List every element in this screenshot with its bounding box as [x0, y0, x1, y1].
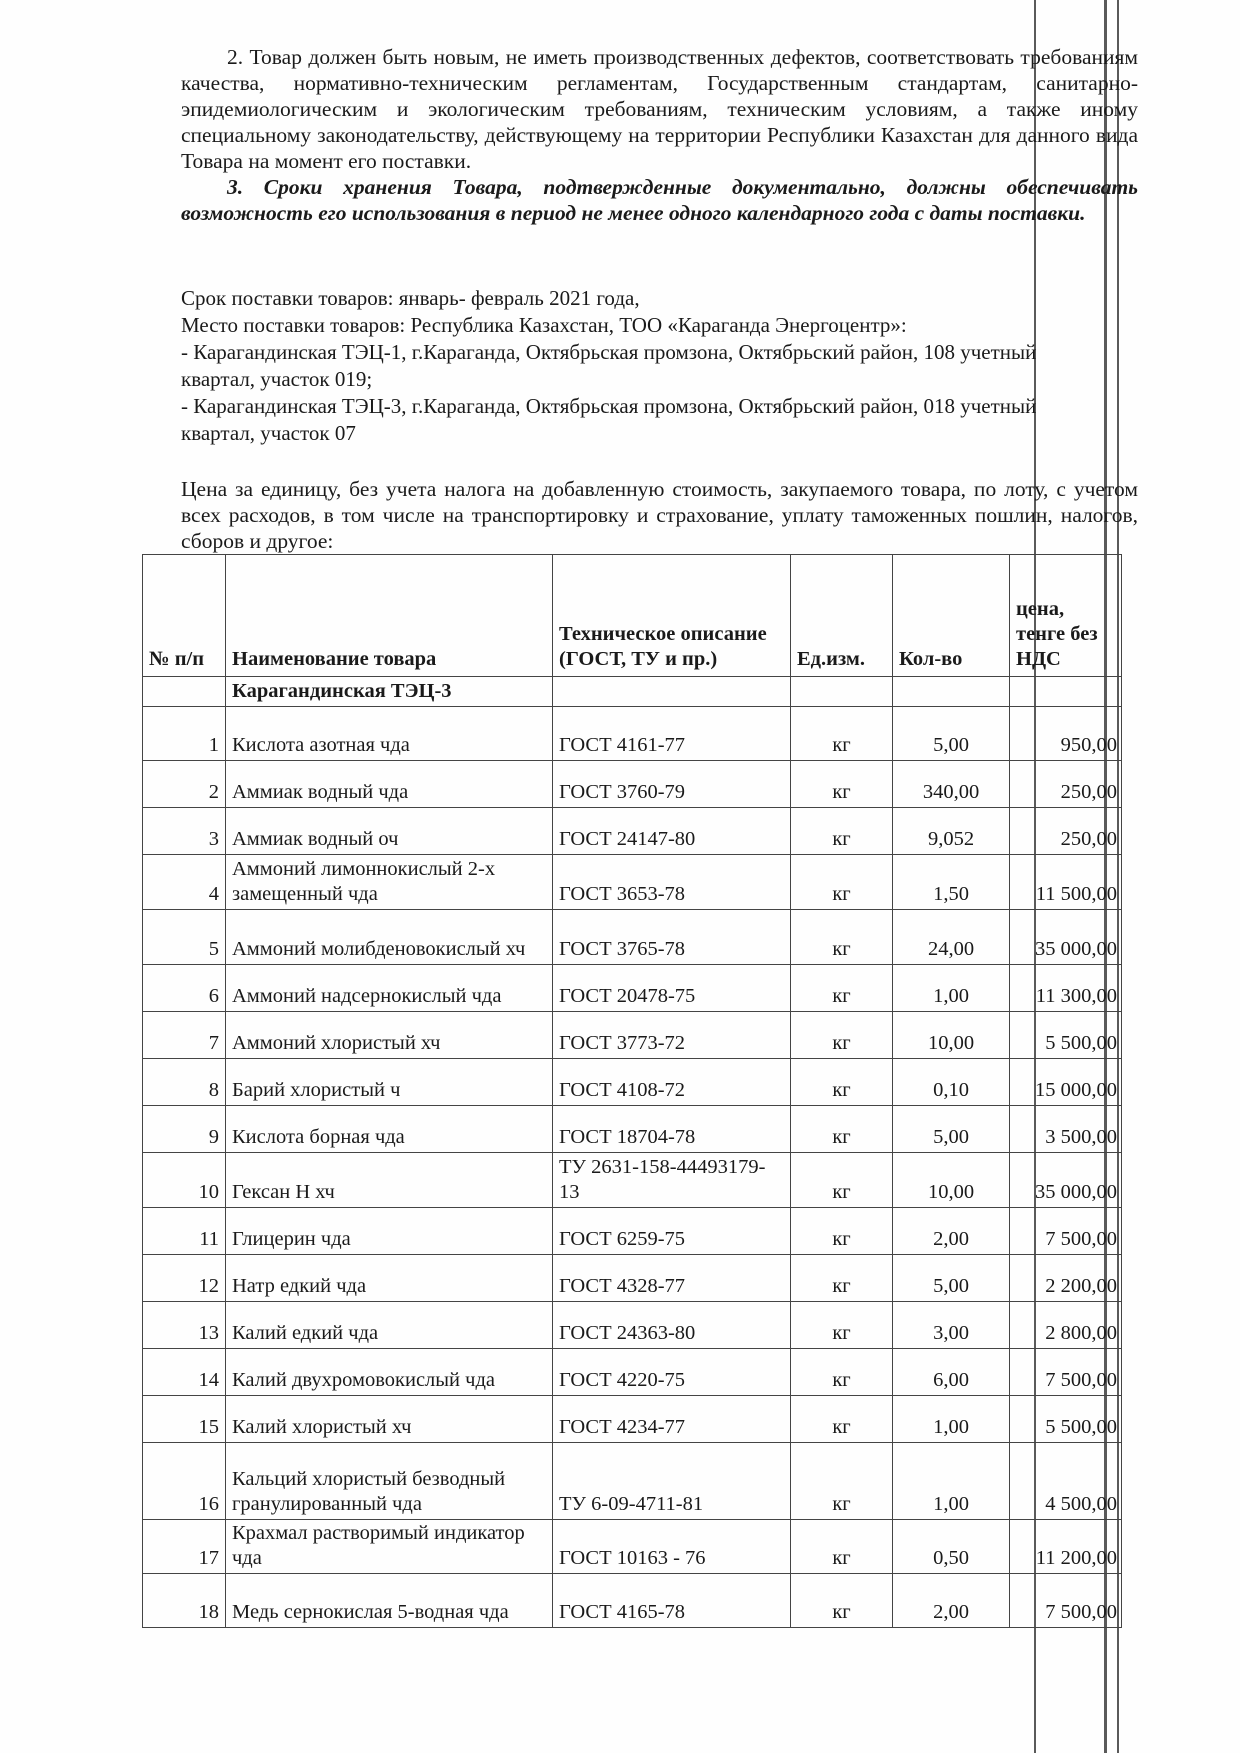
row-number: 17 [143, 1520, 226, 1574]
item-unit: кг [791, 1443, 893, 1520]
item-spec: ГОСТ 4328-77 [553, 1255, 791, 1302]
item-spec: ГОСТ 4220-75 [553, 1349, 791, 1396]
header-unit: Ед.изм. [791, 555, 893, 677]
item-price: 250,00 [1010, 761, 1122, 808]
row-number: 14 [143, 1349, 226, 1396]
delivery-site-1-line2: квартал, участок 019; [181, 367, 373, 391]
item-price: 7 500,00 [1010, 1349, 1122, 1396]
item-spec: ГОСТ 24147-80 [553, 808, 791, 855]
clause-2: 2. Товар должен быть новым, не иметь производственных дефектов, соответствовать требованиям качества, нормативно-техническим регламентам, Государственным стандартам, санитарно-эпидемиологическим и экологическим требованиям, техническим условиям, а также иному специальному законодательству, действующему на территории Республики Казахстан для данного вида Товара на момент его поставки. [181, 45, 1138, 173]
delivery-place: Место поставки товаров: Республика Казахстан, ТОО «Караганда Энергоцентр»: [181, 313, 907, 337]
header-qty: Кол-во [893, 555, 1010, 677]
item-price: 7 500,00 [1010, 1574, 1122, 1628]
item-qty: 10,00 [893, 1153, 1010, 1208]
table-row [143, 965, 1122, 1012]
item-price: 15 000,00 [1010, 1059, 1122, 1106]
item-unit: кг [791, 1012, 893, 1059]
table-row [143, 1443, 1122, 1520]
delivery-site-1-line1: - Карагандинская ТЭЦ-1, г.Караганда, Октябрьская промзона, Октябрьский район, 108 учетный [181, 340, 1037, 364]
row-number: 10 [143, 1153, 226, 1208]
group-label: Карагандинская ТЭЦ-3 [226, 677, 553, 707]
table-row [143, 1059, 1122, 1106]
table-row [143, 1106, 1122, 1153]
row-number: 12 [143, 1255, 226, 1302]
item-qty: 2,00 [893, 1574, 1010, 1628]
item-unit: кг [791, 1255, 893, 1302]
item-unit: кг [791, 1208, 893, 1255]
row-number: 7 [143, 1012, 226, 1059]
group-row [143, 677, 1122, 707]
item-unit: кг [791, 965, 893, 1012]
item-unit: кг [791, 761, 893, 808]
item-unit: кг [791, 1153, 893, 1208]
row-number: 11 [143, 1208, 226, 1255]
table-row [143, 1520, 1122, 1574]
table-row [143, 707, 1122, 761]
item-spec: ГОСТ 3765-78 [553, 910, 791, 965]
row-number: 5 [143, 910, 226, 965]
delivery-site-2-line2: квартал, участок 07 [181, 421, 356, 445]
item-spec: ТУ 2631-158-44493179-13 [553, 1153, 791, 1208]
table-row [143, 910, 1122, 965]
item-name: Натр едкий чда [226, 1255, 553, 1302]
item-qty: 9,052 [893, 808, 1010, 855]
item-name: Аммоний лимоннокислый 2-х замещенный чда [226, 855, 553, 910]
row-number: 2 [143, 761, 226, 808]
delivery-site-2-line1: - Карагандинская ТЭЦ-3, г.Караганда, Октябрьская промзона, Октябрьский район, 018 учетный [181, 394, 1037, 418]
item-name: Калий двухромовокислый чда [226, 1349, 553, 1396]
item-name: Аммоний надсернокислый чда [226, 965, 553, 1012]
item-name: Гексан Н хч [226, 1153, 553, 1208]
row-number: 16 [143, 1443, 226, 1520]
item-qty: 3,00 [893, 1302, 1010, 1349]
item-spec: ГОСТ 3760-79 [553, 761, 791, 808]
item-spec: ГОСТ 3773-72 [553, 1012, 791, 1059]
row-number: 15 [143, 1396, 226, 1443]
item-spec: ГОСТ 4108-72 [553, 1059, 791, 1106]
item-qty: 5,00 [893, 707, 1010, 761]
item-name: Кислота азотная чда [226, 707, 553, 761]
row-number: 4 [143, 855, 226, 910]
item-qty: 2,00 [893, 1208, 1010, 1255]
table-row [143, 1208, 1122, 1255]
item-name: Кислота борная чда [226, 1106, 553, 1153]
header-num: № п/п [143, 555, 226, 677]
item-unit: кг [791, 910, 893, 965]
item-qty: 0,10 [893, 1059, 1010, 1106]
item-price: 250,00 [1010, 808, 1122, 855]
item-name: Крахмал растворимый индикатор чда [226, 1520, 553, 1574]
item-name: Аммоний молибденовокислый хч [226, 910, 553, 965]
table-row [143, 761, 1122, 808]
item-name: Аммиак водный чда [226, 761, 553, 808]
item-price: 3 500,00 [1010, 1106, 1122, 1153]
clause-3: 3. Сроки хранения Товара, подтвержденные документально, должны обеспечивать возможность его использования в период не менее одного календарного года с даты поставки. [181, 175, 1138, 225]
delivery-term: Срок поставки товаров: январь- февраль 2021 года, [181, 286, 640, 310]
item-name: Глицерин чда [226, 1208, 553, 1255]
item-spec: ГОСТ 6259-75 [553, 1208, 791, 1255]
item-qty: 24,00 [893, 910, 1010, 965]
item-unit: кг [791, 808, 893, 855]
item-price: 2 200,00 [1010, 1255, 1122, 1302]
item-unit: кг [791, 1520, 893, 1574]
table-row [143, 1396, 1122, 1443]
goods-table [142, 554, 1122, 1628]
header-price: цена, тенге без НДС [1010, 555, 1122, 677]
table-row [143, 1153, 1122, 1208]
item-price: 950,00 [1010, 707, 1122, 761]
table-row [143, 1574, 1122, 1628]
item-unit: кг [791, 855, 893, 910]
item-spec: ГОСТ 10163 - 76 [553, 1520, 791, 1574]
header-spec: Техническое описание (ГОСТ, ТУ и пр.) [553, 555, 791, 677]
item-name: Барий хлористый ч [226, 1059, 553, 1106]
item-name: Кальций хлористый безводный гранулированный чда [226, 1443, 553, 1520]
item-price: 11 300,00 [1010, 965, 1122, 1012]
item-spec: ТУ 6-09-4711-81 [553, 1443, 791, 1520]
item-name: Медь сернокислая 5-водная чда [226, 1574, 553, 1628]
item-name: Калий хлористый хч [226, 1396, 553, 1443]
item-name: Аммоний хлористый хч [226, 1012, 553, 1059]
table-row [143, 1349, 1122, 1396]
item-unit: кг [791, 1059, 893, 1106]
row-number: 13 [143, 1302, 226, 1349]
item-price: 5 500,00 [1010, 1012, 1122, 1059]
price-note: Цена за единицу, без учета налога на добавленную стоимость, закупаемого товара, по лоту, с учетом всех расходов, в том числе на транспортировку и страхование, уплату таможенных пошлин, налогов, сборов и другое: [181, 477, 1138, 553]
item-qty: 340,00 [893, 761, 1010, 808]
row-number: 1 [143, 707, 226, 761]
item-spec: ГОСТ 3653-78 [553, 855, 791, 910]
table-row [143, 1302, 1122, 1349]
item-unit: кг [791, 1106, 893, 1153]
table-row [143, 808, 1122, 855]
row-number: 18 [143, 1574, 226, 1628]
item-price: 7 500,00 [1010, 1208, 1122, 1255]
item-qty: 10,00 [893, 1012, 1010, 1059]
item-spec: ГОСТ 4161-77 [553, 707, 791, 761]
item-name: Аммиак водный оч [226, 808, 553, 855]
item-spec: ГОСТ 24363-80 [553, 1302, 791, 1349]
item-unit: кг [791, 1396, 893, 1443]
row-number: 3 [143, 808, 226, 855]
item-price: 5 500,00 [1010, 1396, 1122, 1443]
item-price: 4 500,00 [1010, 1443, 1122, 1520]
item-qty: 5,00 [893, 1255, 1010, 1302]
item-price: 11 200,00 [1010, 1520, 1122, 1574]
item-name: Калий едкий чда [226, 1302, 553, 1349]
item-qty: 5,00 [893, 1106, 1010, 1153]
item-price: 2 800,00 [1010, 1302, 1122, 1349]
row-number: 9 [143, 1106, 226, 1153]
item-qty: 1,00 [893, 1396, 1010, 1443]
table-row [143, 855, 1122, 910]
item-qty: 1,00 [893, 1443, 1010, 1520]
row-number: 6 [143, 965, 226, 1012]
item-price: 11 500,00 [1010, 855, 1122, 910]
item-qty: 1,00 [893, 965, 1010, 1012]
item-qty: 1,50 [893, 855, 1010, 910]
item-price: 35 000,00 [1010, 1153, 1122, 1208]
item-unit: кг [791, 1574, 893, 1628]
item-spec: ГОСТ 18704-78 [553, 1106, 791, 1153]
item-spec: ГОСТ 20478-75 [553, 965, 791, 1012]
table-row [143, 1012, 1122, 1059]
item-spec: ГОСТ 4165-78 [553, 1574, 791, 1628]
table-row [143, 1255, 1122, 1302]
item-unit: кг [791, 707, 893, 761]
item-spec: ГОСТ 4234-77 [553, 1396, 791, 1443]
row-number: 8 [143, 1059, 226, 1106]
item-qty: 0,50 [893, 1520, 1010, 1574]
header-name: Наименование товара [226, 555, 553, 677]
item-unit: кг [791, 1302, 893, 1349]
item-price: 35 000,00 [1010, 910, 1122, 965]
item-qty: 6,00 [893, 1349, 1010, 1396]
table-header-row [143, 555, 1122, 677]
item-unit: кг [791, 1349, 893, 1396]
